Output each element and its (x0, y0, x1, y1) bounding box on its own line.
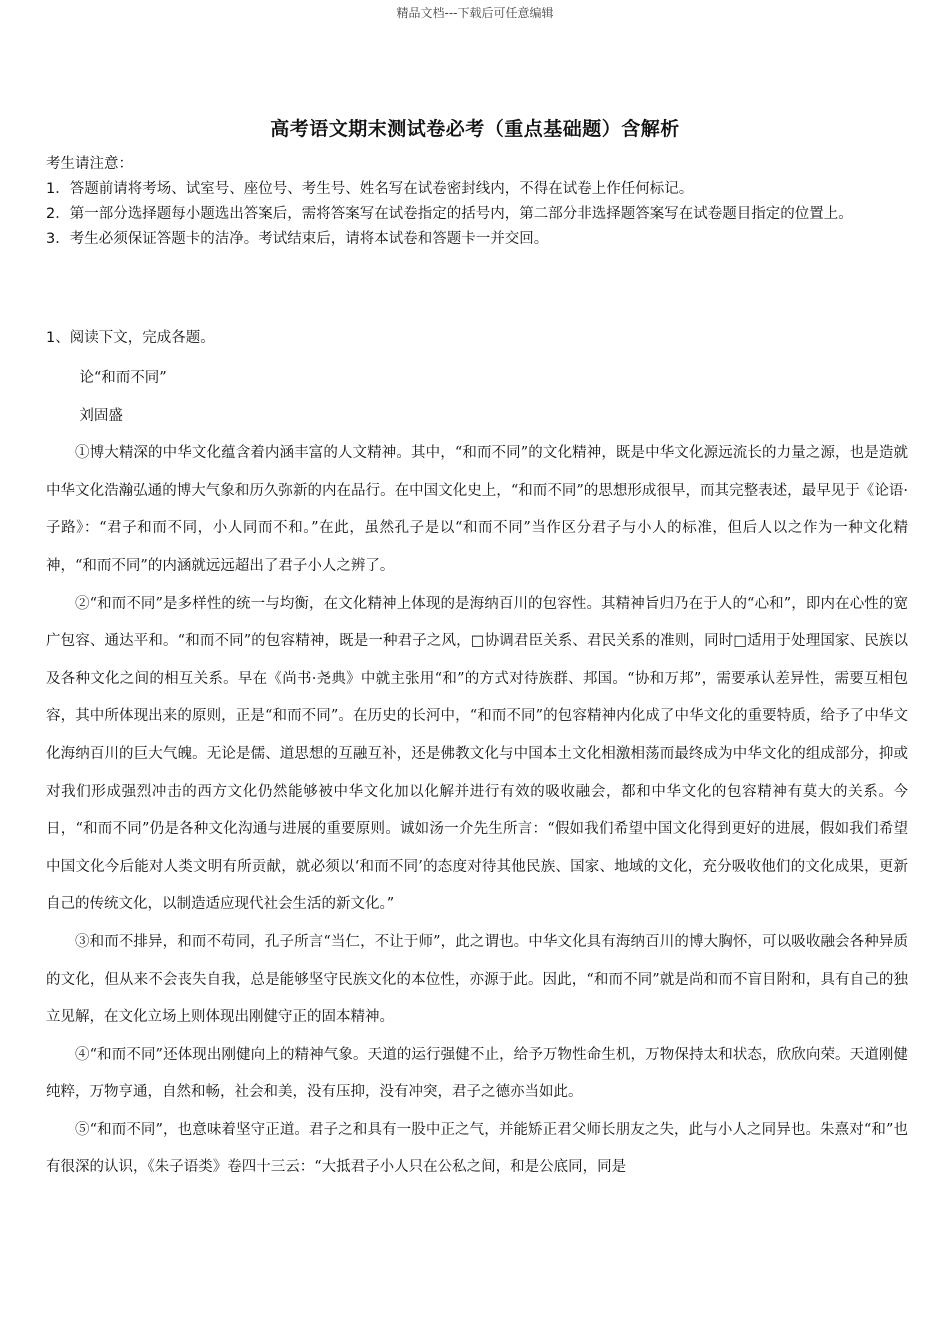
page-title: 高考语文期末测试卷必考（重点基础题）含解析 (270, 118, 680, 140)
notice-heading: 考生请注意： (46, 156, 133, 172)
notice-item-2: 2．第一部分选择题每小题选出答案后，需将答案写在试卷指定的括号内，第二部分非选择题答案写在试卷题目指定的位置上。 (46, 206, 853, 222)
paragraph-2: ②“和而不同”是多样性的统一与均衡，在文化精神上体现的是海纳百川的包容性。其精神旨归乃在于人的“心和”，即内在心性的宽广包容、通达平和。“和而不同”的包容精神，既是一种君子之风，□协调君臣关系、君民关系的准则，同时□适用于处理国家、民族以及各种文化之间的相互关系。早在《尚书·尧典》中就主张用“和”的方式对待族群、邦国。“协和万邦”，需要承认差异性，需要互相包容，其中所体现出来的原则，正是“和而不同”。在历史的长河中，“和而不同”的包容精神内化成了中华文化的重要特质，给予了中华文化海纳百川的巨大气魄。无论是儒、道思想的互融互补，还是佛教文化与中国本土文化相激相荡而最终成为中华文化的组成部分，抑或对我们形成强烈冲击的西方文化仍然能够被中华文化加以化解并进行有效的吸收融会，都和中华文化的包容精神有莫大的关系。今日，“和而不同”仍是各种文化沟通与进展的重要原则。诚如汤一介先生所言：“假如我们希望中国文化得到更好的进展，假如我们希望中国文化今后能对人类文明有所贡献，就必须以‘和而不同’的态度对待其他民族、国家、地域的文化，充分吸收他们的文化成果，更新自己的传统文化，以制造适应现代社会生活的新文化。” (46, 595, 908, 913)
paragraph-1: ①博大精深的中华文化蕴含着内涵丰富的人文精神。其中，“和而不同”的文化精神，既是中华文化源远流长的力量之源，也是造就中华文化浩瀚弘通的博大气象和历久弥新的内在品行。在中国文化史上，“和而不同”的思想形成很早，而其完整表述，最早见于《论语·子路》：“君子和而不同，小人同而不和。”在此，虽然孔子是以“和而不同”当作区分君子与小人的标准，但后人以之作为一种文化精神，“和而不同”的内涵就远远超出了君子小人之辨了。 (46, 445, 908, 574)
notice-item-3: 3．考生必须保证答题卡的洁净。考试结束后，请将本试卷和答题卡一并交回。 (46, 231, 549, 247)
article-title: 论“和而不同” (79, 370, 167, 386)
header-note: 精品文档---下载后可任意编辑 (396, 6, 554, 20)
exam-notice (46, 152, 906, 252)
paragraph-5: ⑤“和而不同”，也意味着坚守正道。君子之和具有一股中正之气，并能矫正君父师长朋友之失，此与小人之同异也。朱熹对“和”也有很深的认识，《朱子语类》卷四十三云：“大抵君子小人只在公私之间，和是公底同，同是 (46, 1121, 908, 1176)
paragraph-3: ③和而不排异，和而不苟同，孔子所言“当仁，不让于师”，此之谓也。中华文化具有海纳百川的博大胸怀，可以吸收融会各种异质的文化，但从来不会丧失自我，总是能够坚守民族文化的本位性，亦源于此。因此，“和而不同”就是尚和而不盲目附和，具有自己的独立见解，在文化立场上则体现出刚健守正的固本精神。 (46, 933, 908, 1026)
article-author: 刘固盛 (79, 407, 123, 424)
question-heading: 1、阅读下文，完成各题。 (46, 330, 215, 346)
reading-passage (46, 360, 908, 1187)
paragraph-4: ④“和而不同”还体现出刚健向上的精神气象。天道的运行强健不止，给予万物性命生机，万物保持太和状态，欣欣向荣。天道刚健纯粹，万物亨通，自然和畅，社会和美，没有压抑，没有冲突，君子之德亦当如此。 (46, 1046, 908, 1101)
notice-item-1: 1．答题前请将考场、试室号、座位号、考生号、姓名写在试卷密封线内，不得在试卷上作任何标记。 (46, 181, 694, 197)
